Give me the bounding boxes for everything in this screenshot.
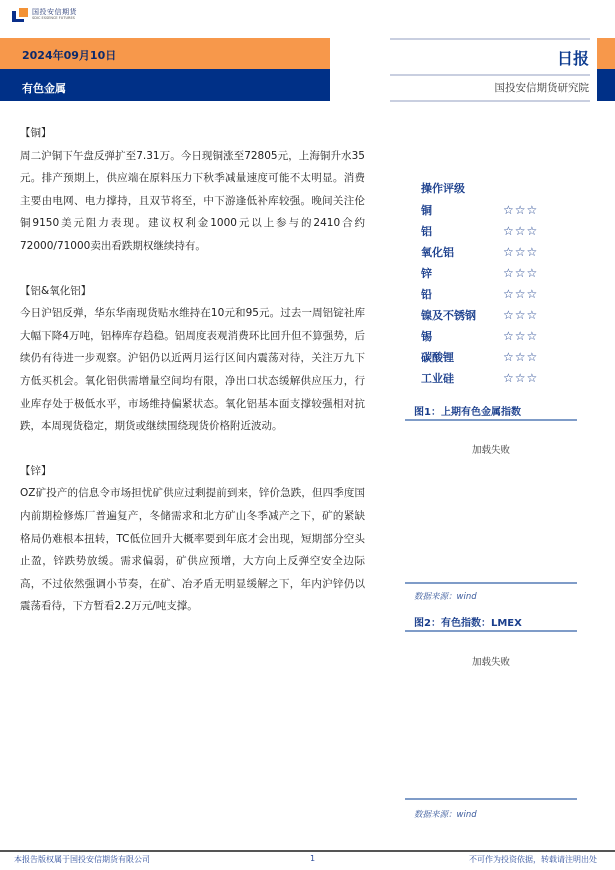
header-sector-band-right xyxy=(597,69,615,101)
rating-row: 氧化铝 ☆☆☆ xyxy=(421,244,539,259)
star-rating-icon: ☆☆☆ xyxy=(503,328,539,343)
rating-row: 锡 ☆☆☆ xyxy=(421,328,539,343)
figure-2-source: 数据来源：wind xyxy=(414,810,477,820)
commentary-column xyxy=(20,122,365,618)
star-rating-icon: ☆☆☆ xyxy=(503,307,539,322)
rating-title: 操作评级 xyxy=(421,182,465,195)
header-divider xyxy=(390,100,590,102)
star-rating-icon: ☆☆☆ xyxy=(503,244,539,259)
rating-row: 工业硅 ☆☆☆ xyxy=(421,370,539,385)
logo-name-en: SDIC ESSENCE FUTURES xyxy=(32,16,75,21)
figure-2-bottom-rule xyxy=(405,798,577,800)
star-rating-icon: ☆☆☆ xyxy=(503,286,539,301)
header-date-band-right xyxy=(597,38,615,69)
footer-copyright: 本报告版权属于国投安信期货有限公司 xyxy=(14,855,150,864)
rating-row: 碳酸锂 ☆☆☆ xyxy=(421,349,539,364)
figure-1-top-rule xyxy=(405,419,577,421)
figure-1-title: 图1：上期有色金属指数 xyxy=(414,407,521,418)
section-title-copper: 【铜】 xyxy=(20,127,52,139)
header-divider xyxy=(390,74,590,76)
logo-mark-icon xyxy=(12,8,28,22)
rating-row: 铅 ☆☆☆ xyxy=(421,286,539,301)
star-rating-icon: ☆☆☆ xyxy=(503,223,539,238)
rating-row: 镍及不锈钢 ☆☆☆ xyxy=(421,307,539,322)
star-rating-icon: ☆☆☆ xyxy=(503,265,539,280)
star-rating-icon: ☆☆☆ xyxy=(503,349,539,364)
section-body-zinc: OZ矿投产的信息令市场担忧矿供应过剩提前到来，锌价急跌，但四季度国内前期检修炼厂普遍复产，冬储需求和北方矿山冬季减产之下，矿的紧缺格局仍难根本扭转，TC低位回升大概率要到年底才会出现，短期部分空头止盈，锌跌势放缓。需求偏弱，矿供应预增，大方向上反弹空安全边际高，不过依然强调小节奏，在矿、冶矛盾无明显缓解之下，年内沪锌仍以震荡看待，下方暂看2.2万元/吨支撑。 xyxy=(20,487,365,613)
figure-2-load-failed: 加载失败 xyxy=(471,657,510,668)
operation-rating-panel xyxy=(421,180,538,388)
section-title-zinc: 【锌】 xyxy=(20,464,52,477)
figure-1-bottom-rule xyxy=(405,582,577,584)
page-number: 1 xyxy=(310,854,316,863)
report-date: 2024年09月10日 xyxy=(22,49,117,62)
figure-2-top-rule xyxy=(405,630,577,632)
footer-rule xyxy=(0,850,615,852)
figure-1-load-failed: 加载失败 xyxy=(471,445,510,456)
section-body-aluminum: 今日沪铝反弹，华东华南现货贴水维持在10元和95元。过去一周铝锭社库大幅下降4万吨，铝棒库存趋稳。铝周度表观消费环比回升但不算强势，后续仍有待进一步观察。沪铝仍以近两月运行区间内震荡对待，关注万九下方低买机会。氧化铝供需增量空间均有限，净出口状态缓解供应压力，行业库存处于极低水平，市场维持偏紧状态。氧化铝基本面支撑较强相对抗跌，本周现货稳定，期货或继续围绕现货价格附近波动。 xyxy=(20,307,365,433)
logo-name-cn: 国投安信期货 xyxy=(32,8,77,17)
star-rating-icon: ☆☆☆ xyxy=(503,370,539,385)
figure-2-title: 图2：有色指数：LMEX xyxy=(414,618,522,629)
section-body-copper: 周二沪铜下午盘反弹扩至7.31万。今日现铜涨至72805元，上海铜升水35元。排产预期上，供应端在原料压力下秋季减量速度可能不太明显。消费主要由电网、电力撑持，且双节将至，中下游逢低补库较强。晚间关注伦铜9150美元阻力表现。建议权利金1000元以上参与的2410合约72000/71000卖出看跌期权继续持有。 xyxy=(20,149,365,252)
footer-disclaimer: 不可作为投资依据，转载请注明出处 xyxy=(469,855,597,864)
section-title-aluminum: 【铝&氧化铝】 xyxy=(20,284,92,297)
company-logo xyxy=(12,8,77,22)
institute-name: 国投安信期货研究院 xyxy=(494,82,589,94)
star-rating-icon: ☆☆☆ xyxy=(503,202,539,217)
header-divider xyxy=(390,38,590,40)
rating-row: 铜 ☆☆☆ xyxy=(421,202,539,217)
report-sector: 有色金属 xyxy=(22,82,66,95)
report-type: 日报 xyxy=(556,49,589,68)
rating-row: 锌 ☆☆☆ xyxy=(421,265,539,280)
rating-row: 铝 ☆☆☆ xyxy=(421,223,539,238)
figure-1-source: 数据来源：wind xyxy=(414,592,477,602)
